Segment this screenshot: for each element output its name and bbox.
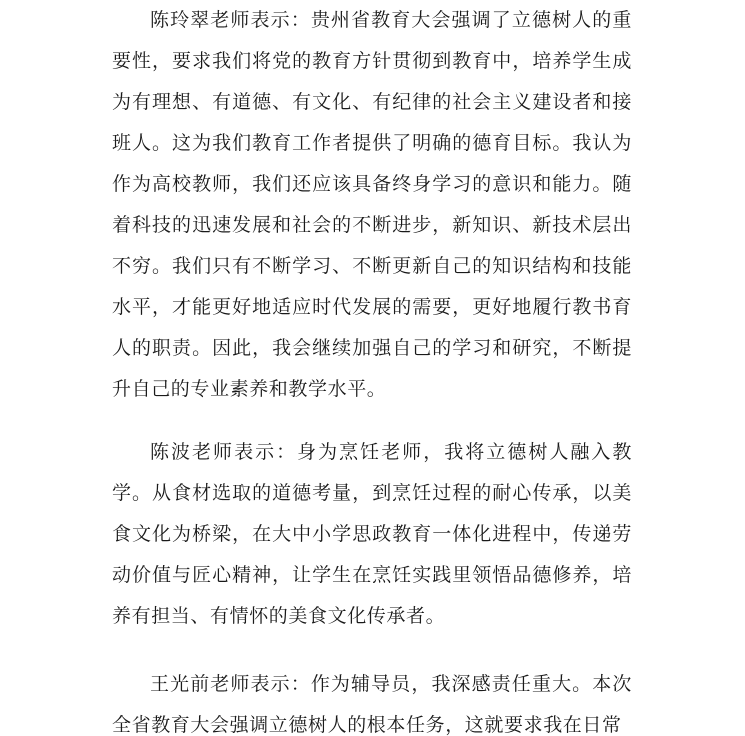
paragraph-chen-bo: 陈波老师表示：身为烹饪老师，我将立德树人融入教学。从食材选取的道德考量，到烹饪过程的耐心传承，以美食文化为桥梁，在大中小学思政教育一体化进程中，传递劳动价值与匠心精神，让学生在烹饪实践里领悟品德修养，培养有担当、有情怀的美食文化传承者。 bbox=[112, 441, 632, 627]
paragraph-wang-guangqian: 王光前老师表示：作为辅导员，我深感责任重大。本次全省教育大会强调立德树人的根本任务，这就要求我在日常 bbox=[112, 673, 632, 736]
paragraph-chen-lingcui: 陈玲翠老师表示：贵州省教育大会强调了立德树人的重要性，要求我们将党的教育方针贯彻到教育中，培养学生成为有理想、有道德、有文化、有纪律的社会主义建设者和接班人。这为我们教育工作者提供了明确的德育目标。我认为作为高校教师，我们还应该具备终身学习的意识和能力。随着科技的迅速发展和社会的不断进步，新知识、新技术层出不穷。我们只有不断学习、不断更新自己的知识结构和技能水平，才能更好地适应时代发展的需要，更好地履行教书育人的职责。因此，我会继续加强自己的学习和研究，不断提升自己的专业素养和教学水平。 bbox=[112, 9, 632, 400]
